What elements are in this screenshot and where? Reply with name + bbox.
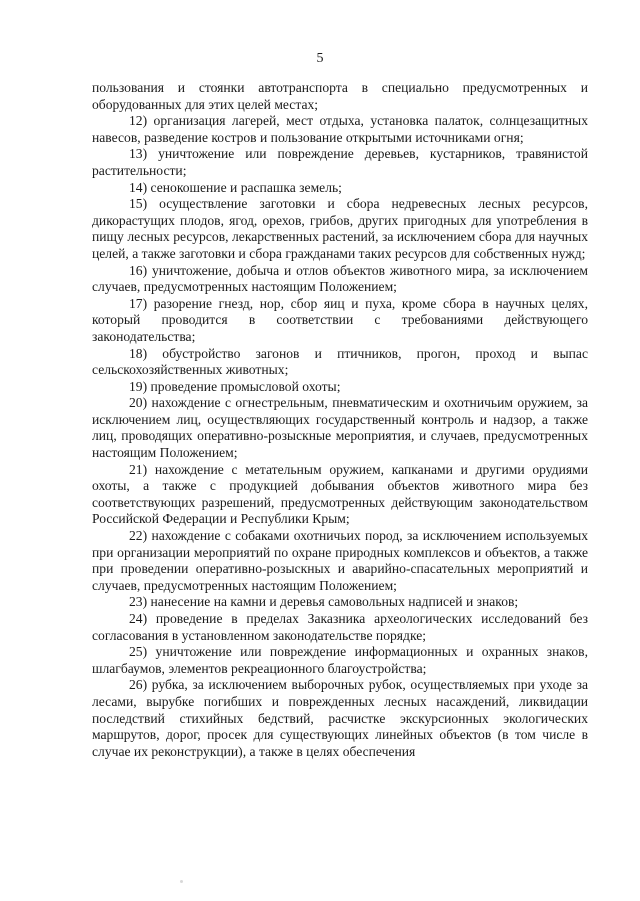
list-item-21: 21) нахождение с метательным оружием, капканами и другими орудиями охоты, а также с продукцией добывания объектов животного мира без соответствующих разрешений, предусмотренных действующим законодательством Российской Федерации и Республики Крым; (92, 461, 588, 527)
list-item-12: 12) организация лагерей, мест отдыха, установка палаток, солнцезащитных навесов, разведение костров и пользование открытыми источниками огня; (92, 113, 588, 145)
list-item-24: 24) проведение в пределах Заказника археологических исследований без согласования в установленном законодательстве порядке; (92, 611, 588, 643)
list-item-20: 20) нахождение с огнестрельным, пневматическим и охотничьим оружием, за исключением лиц, осуществляющих государственный контроль и надзор, а также лиц, проводящих оперативно-розыскные мероприятия, и случаев, предусмотренных настоящим Положением; (92, 395, 588, 461)
list-item-15: 15) осуществление заготовки и сбора недревесных лесных ресурсов, дикорастущих плодов, ягод, орехов, грибов, других пригодных для употребления в пищу лесных ресурсов, лекарственных растений, за исключением сбора для научных целей, а также заготовки и сбора гражданами таких ресурсов для собственных нужд; (92, 196, 588, 261)
list-item-22: 22) нахождение с собаками охотничьих пород, за исключением используемых при организации мероприятий по охране природных комплексов и объектов, а также при проведении оперативно-розыскных и аварийно-спасательных мероприятий и случаев, предусмотренных настоящим Положением; (92, 528, 588, 593)
list-item-18: 18) обустройство загонов и птичников, прогон, проход и выпас сельскохозяйственных животных; (92, 345, 588, 378)
page-number: 5 (316, 51, 324, 66)
list-item-14: 14) сенокошение и распашка земель; (129, 179, 342, 195)
list-item-25: 25) уничтожение или повреждение информационных и охранных знаков, шлагбаумов, элементов рекреационного благоустройства; (92, 644, 588, 676)
list-item-19: 19) проведение промысловой охоты; (129, 378, 341, 394)
scan-speck (180, 880, 183, 883)
list-item-16: 16) уничтожение, добыча и отлов объектов животного мира, за исключением случаев, предусмотренных настоящим Положением; (92, 262, 588, 295)
paragraph-continuation: пользования и стоянки автотранспорта в специально предусмотренных и оборудованных для этих целей местах; (92, 80, 588, 112)
list-item-26: 26) рубка, за исключением выборочных рубок, осуществляемых при уходе за лесами, вырубке погибших и поврежденных лесных насаждений, ликвидации последствий стихийных бедствий, расчистке экскурсионных экологических маршрутов, дорог, просек для существующих линейных объектов (в том числе в случае их реконструкции), а также в целях обеспечения (92, 677, 588, 759)
list-item-17: 17) разорение гнезд, нор, сбор яиц и пуха, кроме сбора в научных целях, который проводится в соответствии с требованиями действующего законодательства; (92, 295, 588, 344)
list-item-23: 23) нанесение на камни и деревья самовольных надписей и знаков; (129, 594, 519, 610)
list-item-13: 13) уничтожение или повреждение деревьев, кустарников, травянистой растительности; (92, 146, 588, 178)
document-body (92, 80, 588, 760)
